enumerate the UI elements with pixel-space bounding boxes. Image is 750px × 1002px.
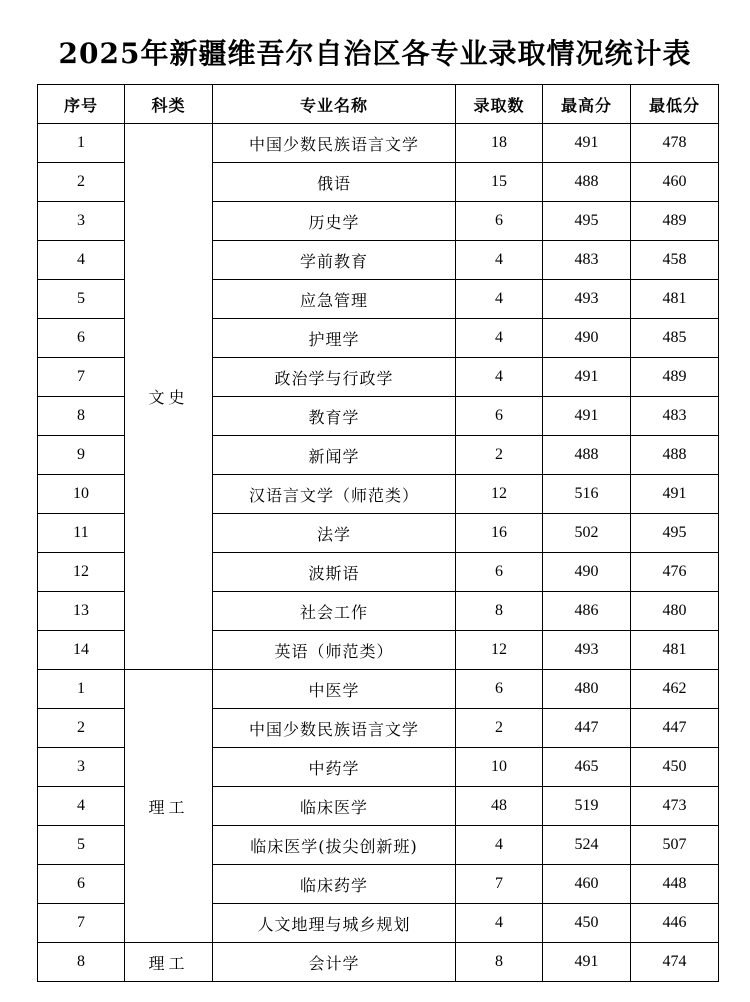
header-admitted: 录取数: [456, 85, 543, 124]
major-cell: 中医学: [213, 670, 456, 709]
max-score-cell: 483: [543, 241, 631, 280]
min-score-cell: 480: [631, 592, 719, 631]
admitted-cell: 6: [456, 670, 543, 709]
admitted-cell: 8: [456, 943, 543, 982]
max-score-cell: 519: [543, 787, 631, 826]
max-score-cell: 524: [543, 826, 631, 865]
max-score-cell: 447: [543, 709, 631, 748]
major-cell: 中药学: [213, 748, 456, 787]
major-cell: 会计学: [213, 943, 456, 982]
major-cell: 临床药学: [213, 865, 456, 904]
admitted-cell: 18: [456, 124, 543, 163]
seq-cell: 6: [38, 865, 125, 904]
max-score-cell: 460: [543, 865, 631, 904]
seq-cell: 6: [38, 319, 125, 358]
admitted-cell: 4: [456, 358, 543, 397]
min-score-cell: 473: [631, 787, 719, 826]
admitted-cell: 48: [456, 787, 543, 826]
max-score-cell: 493: [543, 280, 631, 319]
min-score-cell: 488: [631, 436, 719, 475]
seq-cell: 14: [38, 631, 125, 670]
admitted-cell: 6: [456, 202, 543, 241]
min-score-cell: 474: [631, 943, 719, 982]
seq-cell: 7: [38, 358, 125, 397]
min-score-cell: 447: [631, 709, 719, 748]
major-cell: 临床医学(拔尖创新班): [213, 826, 456, 865]
min-score-cell: 481: [631, 280, 719, 319]
table-row: [38, 670, 719, 709]
min-score-cell: 478: [631, 124, 719, 163]
max-score-cell: 488: [543, 436, 631, 475]
admissions-table: [37, 84, 719, 982]
table-body: [38, 124, 719, 982]
min-score-cell: 450: [631, 748, 719, 787]
admitted-cell: 10: [456, 748, 543, 787]
seq-cell: 2: [38, 709, 125, 748]
admitted-cell: 4: [456, 280, 543, 319]
max-score-cell: 450: [543, 904, 631, 943]
header-major: 专业名称: [213, 85, 456, 124]
major-cell: 新闻学: [213, 436, 456, 475]
major-cell: 人文地理与城乡规划: [213, 904, 456, 943]
header-max-score: 最高分: [543, 85, 631, 124]
max-score-cell: 516: [543, 475, 631, 514]
major-cell: 教育学: [213, 397, 456, 436]
admitted-cell: 8: [456, 592, 543, 631]
max-score-cell: 490: [543, 553, 631, 592]
seq-cell: 3: [38, 748, 125, 787]
max-score-cell: 491: [543, 943, 631, 982]
seq-cell: 2: [38, 163, 125, 202]
major-cell: 英语（师范类）: [213, 631, 456, 670]
min-score-cell: 485: [631, 319, 719, 358]
admitted-cell: 7: [456, 865, 543, 904]
major-cell: 政治学与行政学: [213, 358, 456, 397]
seq-cell: 4: [38, 787, 125, 826]
seq-cell: 4: [38, 241, 125, 280]
category-cell: 文史: [125, 124, 213, 670]
seq-cell: 13: [38, 592, 125, 631]
major-cell: 法学: [213, 514, 456, 553]
table-header-row: [38, 85, 719, 124]
major-cell: 俄语: [213, 163, 456, 202]
major-cell: 历史学: [213, 202, 456, 241]
min-score-cell: 489: [631, 358, 719, 397]
admitted-cell: 12: [456, 475, 543, 514]
seq-cell: 3: [38, 202, 125, 241]
min-score-cell: 448: [631, 865, 719, 904]
major-cell: 波斯语: [213, 553, 456, 592]
admitted-cell: 12: [456, 631, 543, 670]
min-score-cell: 462: [631, 670, 719, 709]
seq-cell: 9: [38, 436, 125, 475]
admitted-cell: 15: [456, 163, 543, 202]
max-score-cell: 486: [543, 592, 631, 631]
min-score-cell: 476: [631, 553, 719, 592]
seq-cell: 7: [38, 904, 125, 943]
major-cell: 社会工作: [213, 592, 456, 631]
major-cell: 应急管理: [213, 280, 456, 319]
header-seq: 序号: [38, 85, 125, 124]
min-score-cell: 495: [631, 514, 719, 553]
max-score-cell: 495: [543, 202, 631, 241]
max-score-cell: 491: [543, 358, 631, 397]
major-cell: 学前教育: [213, 241, 456, 280]
max-score-cell: 480: [543, 670, 631, 709]
max-score-cell: 465: [543, 748, 631, 787]
max-score-cell: 491: [543, 397, 631, 436]
major-cell: 中国少数民族语言文学: [213, 709, 456, 748]
admitted-cell: 6: [456, 397, 543, 436]
major-cell: 临床医学: [213, 787, 456, 826]
admitted-cell: 2: [456, 436, 543, 475]
min-score-cell: 460: [631, 163, 719, 202]
seq-cell: 10: [38, 475, 125, 514]
seq-cell: 5: [38, 826, 125, 865]
header-min-score: 最低分: [631, 85, 719, 124]
seq-cell: 12: [38, 553, 125, 592]
table-row: [38, 943, 719, 982]
min-score-cell: 507: [631, 826, 719, 865]
document-title: 2025年新疆维吾尔自治区各专业录取情况统计表: [58, 37, 692, 70]
category-cell: 理工: [125, 943, 213, 982]
admitted-cell: 4: [456, 904, 543, 943]
major-cell: 护理学: [213, 319, 456, 358]
major-cell: 汉语言文学（师范类）: [213, 475, 456, 514]
seq-cell: 1: [38, 670, 125, 709]
seq-cell: 11: [38, 514, 125, 553]
max-score-cell: 493: [543, 631, 631, 670]
seq-cell: 1: [38, 124, 125, 163]
max-score-cell: 490: [543, 319, 631, 358]
admitted-cell: 4: [456, 241, 543, 280]
header-category: 科类: [125, 85, 213, 124]
max-score-cell: 502: [543, 514, 631, 553]
major-cell: 中国少数民族语言文学: [213, 124, 456, 163]
admitted-cell: 4: [456, 319, 543, 358]
admitted-cell: 4: [456, 826, 543, 865]
min-score-cell: 481: [631, 631, 719, 670]
min-score-cell: 489: [631, 202, 719, 241]
min-score-cell: 483: [631, 397, 719, 436]
admitted-cell: 16: [456, 514, 543, 553]
min-score-cell: 458: [631, 241, 719, 280]
category-cell: 理工: [125, 670, 213, 943]
seq-cell: 8: [38, 943, 125, 982]
seq-cell: 8: [38, 397, 125, 436]
min-score-cell: 491: [631, 475, 719, 514]
admitted-cell: 2: [456, 709, 543, 748]
min-score-cell: 446: [631, 904, 719, 943]
max-score-cell: 488: [543, 163, 631, 202]
table-row: [38, 124, 719, 163]
max-score-cell: 491: [543, 124, 631, 163]
admitted-cell: 6: [456, 553, 543, 592]
seq-cell: 5: [38, 280, 125, 319]
